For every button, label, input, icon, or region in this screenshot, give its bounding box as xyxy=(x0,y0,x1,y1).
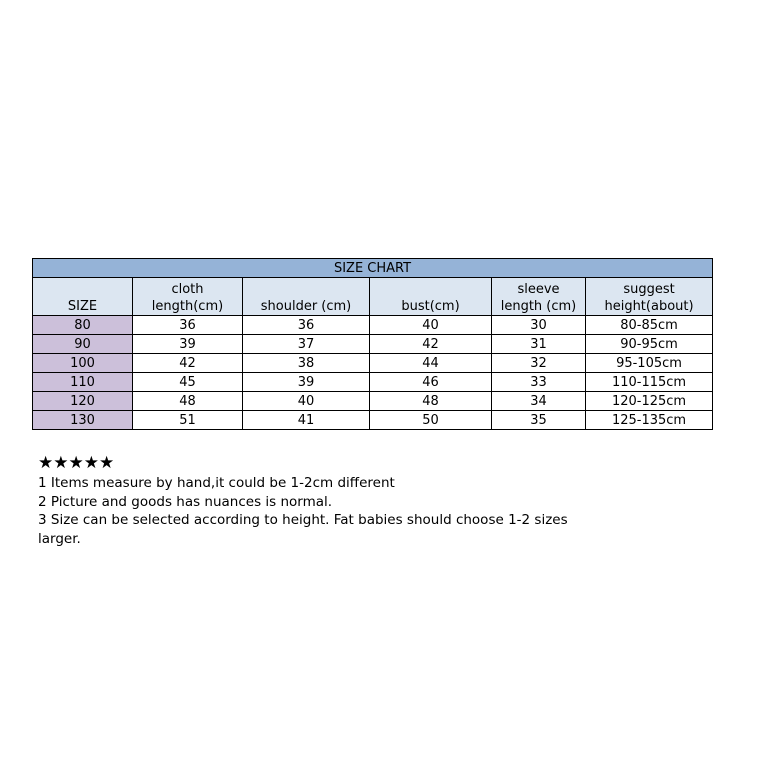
table-row xyxy=(33,335,713,354)
suggest-height-cell: 120-125cm xyxy=(586,392,713,411)
size-cell: 100 xyxy=(33,354,133,373)
header-row xyxy=(33,278,713,316)
bust-cell: 44 xyxy=(370,354,492,373)
sleeve-length-cell: 34 xyxy=(492,392,586,411)
sleeve-length-cell: 33 xyxy=(492,373,586,392)
note-item: 3 Size can be selected according to height. Fat babies should choose 1-2 sizes larger. xyxy=(38,512,568,547)
table-row xyxy=(33,354,713,373)
title-row xyxy=(33,259,713,278)
cloth-length-cell: 36 xyxy=(133,316,243,335)
header-suggest-height xyxy=(586,278,713,316)
size-cell: 90 xyxy=(33,335,133,354)
note-item: 2 Picture and goods has nuances is normal. xyxy=(38,493,333,510)
bust-cell: 42 xyxy=(370,335,492,354)
header-sleeve-length-line1: sleeve xyxy=(517,282,560,297)
shoulder-cell: 38 xyxy=(243,354,370,373)
sleeve-length-cell: 31 xyxy=(492,335,586,354)
size-cell: 130 xyxy=(33,411,133,430)
suggest-height-cell: 125-135cm xyxy=(586,411,713,430)
sleeve-length-cell: 32 xyxy=(492,354,586,373)
header-sleeve-length-line2: length (cm) xyxy=(500,299,577,314)
sleeve-length-cell: 35 xyxy=(492,411,586,430)
bust-cell: 40 xyxy=(370,316,492,335)
shoulder-cell: 36 xyxy=(243,316,370,335)
cloth-length-cell: 48 xyxy=(133,392,243,411)
shoulder-cell: 37 xyxy=(243,335,370,354)
header-cloth-length xyxy=(133,278,243,316)
table-row xyxy=(33,316,713,335)
header-shoulder xyxy=(243,278,370,316)
header-cloth-length-line2: length(cm) xyxy=(151,299,224,314)
suggest-height-cell: 110-115cm xyxy=(586,373,713,392)
chart-title: SIZE CHART xyxy=(33,259,713,278)
header-size xyxy=(33,278,133,316)
suggest-height-cell: 80-85cm xyxy=(586,316,713,335)
table-row xyxy=(33,373,713,392)
shoulder-cell: 39 xyxy=(243,373,370,392)
header-sleeve-length xyxy=(492,278,586,316)
header-suggest-height-line1: suggest xyxy=(623,282,675,297)
table-row xyxy=(33,411,713,430)
size-cell: 80 xyxy=(33,316,133,335)
notes-section xyxy=(38,452,598,548)
size-chart-table xyxy=(32,258,713,430)
cloth-length-cell: 45 xyxy=(133,373,243,392)
shoulder-cell: 40 xyxy=(243,392,370,411)
bust-cell: 46 xyxy=(370,373,492,392)
header-bust xyxy=(370,278,492,316)
table-row xyxy=(33,392,713,411)
bust-cell: 48 xyxy=(370,392,492,411)
suggest-height-cell: 90-95cm xyxy=(586,335,713,354)
header-suggest-height-line2: height(about) xyxy=(604,299,694,314)
suggest-height-cell: 95-105cm xyxy=(586,354,713,373)
size-cell: 120 xyxy=(33,392,133,411)
cloth-length-cell: 42 xyxy=(133,354,243,373)
size-cell: 110 xyxy=(33,373,133,392)
cloth-length-cell: 39 xyxy=(133,335,243,354)
sleeve-length-cell: 30 xyxy=(492,316,586,335)
bust-cell: 50 xyxy=(370,411,492,430)
cloth-length-cell: 51 xyxy=(133,411,243,430)
header-cloth-length-line1: cloth xyxy=(171,282,204,297)
five-star-rating: ★★★★★ xyxy=(38,453,115,473)
header-shoulder-label: shoulder (cm) xyxy=(260,299,352,314)
header-bust-label: bust(cm) xyxy=(401,299,460,314)
header-size-label: SIZE xyxy=(67,299,98,314)
shoulder-cell: 41 xyxy=(243,411,370,430)
note-item: 1 Items measure by hand,it could be 1-2cm different xyxy=(38,475,395,491)
